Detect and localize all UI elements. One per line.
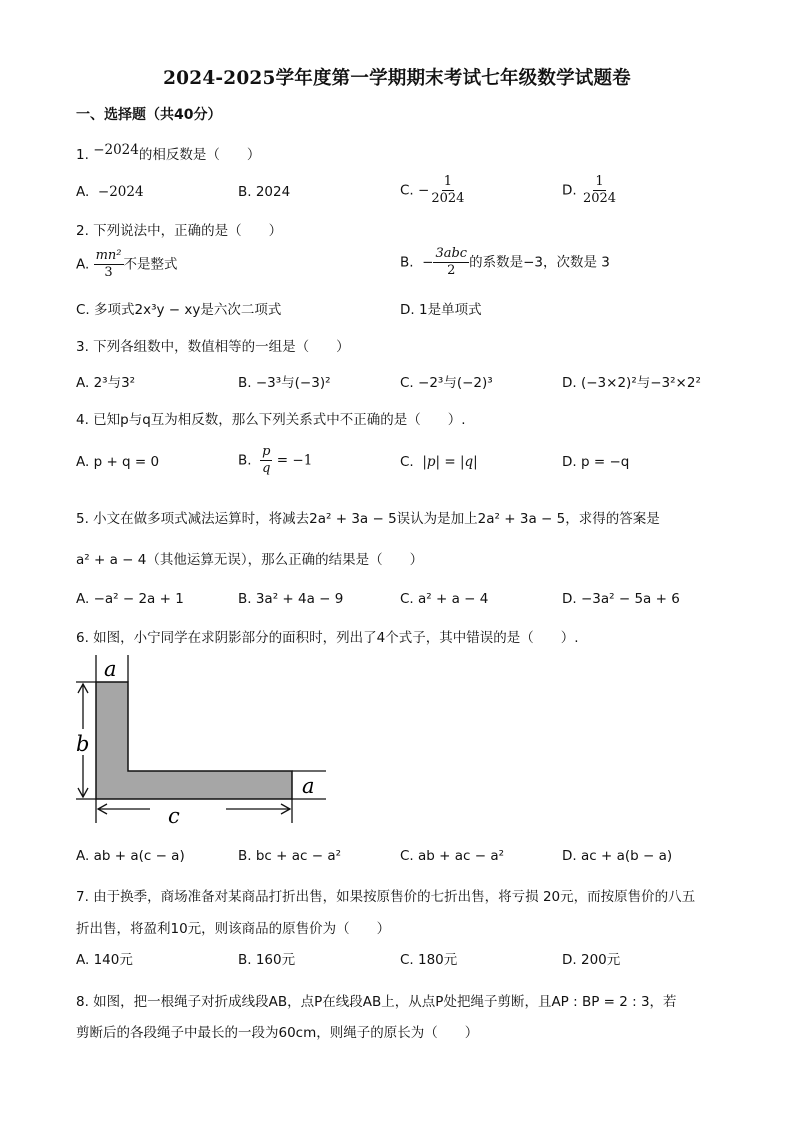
q5-option-a: A. −a² − 2a + 1	[76, 591, 184, 607]
q6-option-b: B. bc + ac − a²	[238, 848, 342, 864]
section-heading: 一、选择题（共40分）	[76, 107, 222, 123]
q7-option-d: D. 200元	[562, 952, 621, 968]
page-title: 2024-2025学年度第一学期期末考试七年级数学试题卷	[163, 68, 631, 89]
q5-option-b: B. 3a² + 4a − 9	[238, 591, 344, 607]
q1-tail: 的相反数是（ ）	[138, 147, 261, 163]
q1-option-d: D. $\frac{1}{2024}$	[562, 174, 617, 206]
question-5-line-2: a² + a − 4（其他运算无误），那么正确的结果是（ ）	[76, 552, 424, 568]
q3-option-a: A. 2³与3²	[76, 375, 136, 391]
q3-option-d: D. (−3×2)²与−3²×2²	[562, 375, 701, 391]
q7-option-c: C. 180元	[400, 952, 458, 968]
question-2: 2. 下列说法中，正确的是（ ）	[76, 223, 283, 239]
question-1	[76, 143, 260, 163]
l-shape-figure	[70, 655, 330, 830]
q1-option-b: B. 2024	[238, 184, 291, 200]
q3-option-b: B. −3³与(−3)²	[238, 375, 331, 391]
question-6: 6. 如图，小宁同学在求阴影部分的面积时，列出了4个式子，其中错误的是（ ）.	[76, 630, 579, 646]
question-7-line-2: 折出售，将盈利10元，则该商品的原售价为（ ）	[76, 921, 391, 937]
q6-option-a: A. ab + a(c − a)	[76, 848, 185, 864]
question-8-line-1: 8. 如图，把一根绳子对折成线段AB，点P在线段AB上，从点P处把绳子剪断，且AP : BP = 2 : 3，若	[76, 994, 677, 1010]
q2-option-d: D. 1是单项式	[400, 302, 482, 318]
q4-option-c: C. |p| = |q|	[400, 454, 478, 470]
label-b: b	[76, 732, 90, 756]
question-4: 4. 已知p与q互为相反数，那么下列关系式中不正确的是（ ）.	[76, 412, 466, 428]
q7-option-b: B. 160元	[238, 952, 296, 968]
q4-option-b: B. $\frac{p}{q}$ = −1	[238, 444, 313, 476]
q1-expression: −2024	[93, 142, 139, 158]
q5-option-c: C. a² + a − 4	[400, 591, 489, 607]
q4-option-a: A. p + q = 0	[76, 454, 160, 470]
q6-option-d: D. ac + a(b − a)	[562, 848, 673, 864]
question-8-line-2: 剪断后的各段绳子中最长的一段为60cm，则绳子的原长为（ ）	[76, 1025, 479, 1041]
q4-option-d: D. p = −q	[562, 454, 630, 470]
q1-option-c: C. − $\frac{1}{2024}$	[400, 174, 465, 206]
q2-option-c: C. 多项式2x³y − xy是六次二项式	[76, 302, 282, 318]
q7-option-a: A. 140元	[76, 952, 133, 968]
question-5-line-1: 5. 小文在做多项式减法运算时，将减去2a² + 3a − 5误认为是加上2a² + 3a − 5，求得的答案是	[76, 511, 660, 527]
question-7-line-1: 7. 由于换季，商场准备对某商品打折出售，如果按原售价的七折出售，将亏损 20元，而按原售价的八五	[76, 889, 696, 905]
label-a-top: a	[104, 657, 117, 681]
label-a-right: a	[302, 774, 315, 798]
q6-option-c: C. ab + ac − a²	[400, 848, 505, 864]
label-c: c	[168, 804, 180, 828]
q2-option-a: A. $\frac{\text{mn²}}{3}$ 不是整式	[76, 248, 178, 280]
q1-option-a: A. −2024	[76, 184, 144, 200]
q5-option-d: D. −3a² − 5a + 6	[562, 591, 680, 607]
question-number: 1.	[76, 147, 89, 163]
q3-option-c: C. −2³与(−2)³	[400, 375, 493, 391]
question-3: 3. 下列各组数中，数值相等的一组是（ ）	[76, 339, 350, 355]
shaded-region	[96, 682, 292, 799]
q2-option-b: B. − $\frac{\text{3abc}}{2}$ 的系数是−3，次数是 3	[400, 246, 610, 278]
